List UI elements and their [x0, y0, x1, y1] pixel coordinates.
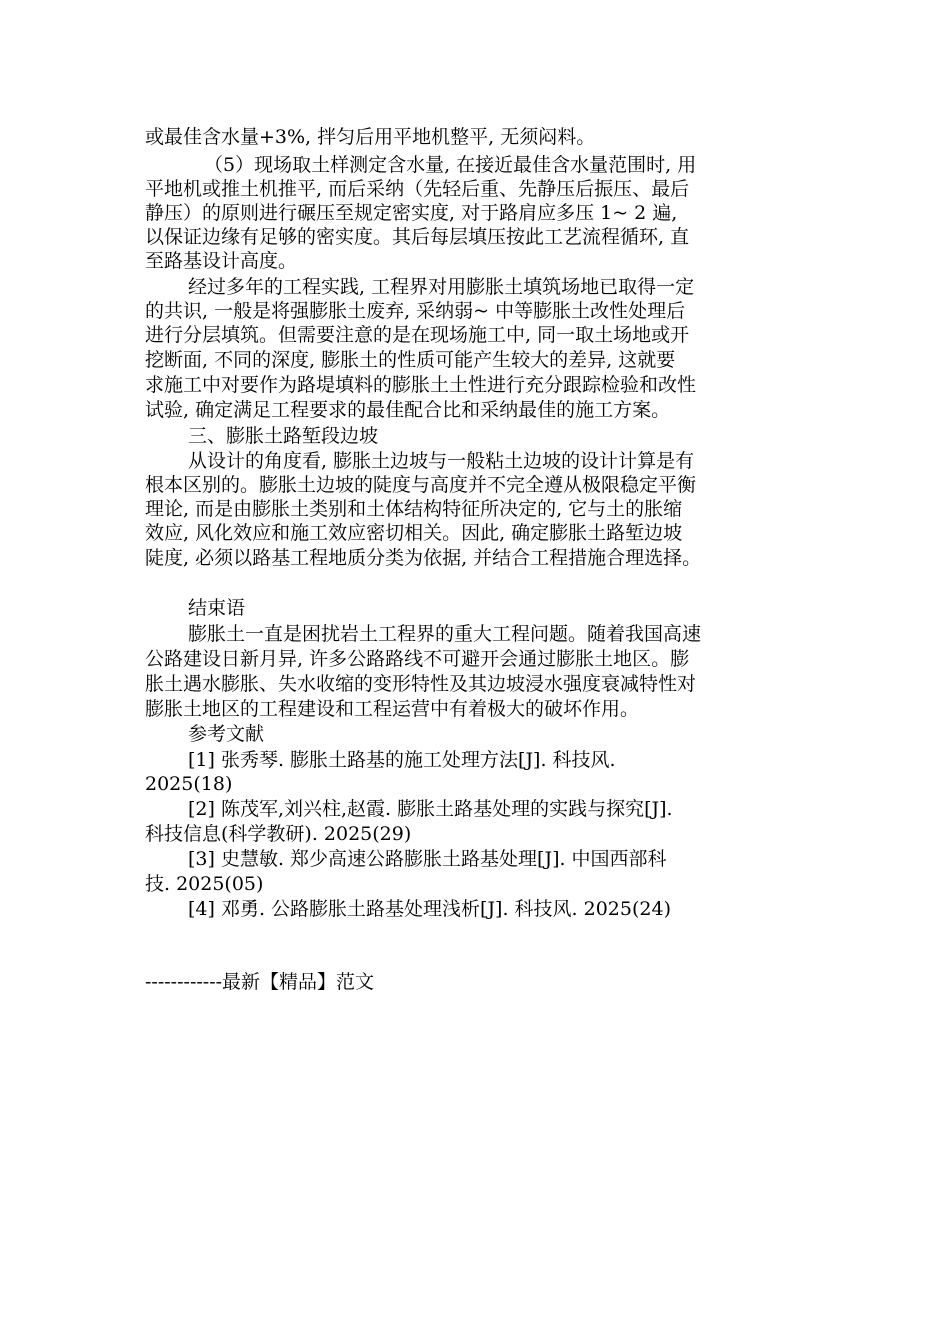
- paragraph-line: 或最佳含水量+3%, 拌匀后用平地机整平, 无须闷料。: [145, 126, 596, 148]
- paragraph-line: 根本区别的。膨胀土边坡的陡度与高度并不完全遵从极限稳定平衡: [145, 474, 697, 496]
- paragraph-line: （5）现场取土样测定含水量, 在接近最佳含水量范围时, 用: [204, 154, 697, 176]
- paragraph-line: 静压）的原则进行碾压至规定密实度, 对于路肩应多压 1~ 2 遍,: [145, 202, 678, 224]
- paragraph-line: 膨胀土一直是困扰岩土工程界的重大工程问题。随着我国高速: [188, 623, 702, 645]
- paragraph-line: 挖断面, 不同的深度, 膨胀土的性质可能产生较大的差异, 这就要: [145, 349, 676, 371]
- paragraph-line: 从设计的角度看, 膨胀土边坡与一般粘土边坡的设计计算是有: [188, 450, 695, 472]
- paragraph-line: 经过多年的工程实践, 工程界对用膨胀土填筑场地已取得一定: [188, 276, 695, 298]
- section-heading: 三、膨胀土路堑段边坡: [188, 425, 379, 447]
- section-heading: 参考文献: [188, 723, 265, 745]
- paragraph-line: 求施工中对要作为路堤填料的膨胀土土性进行充分跟踪检验和改性: [145, 374, 697, 396]
- paragraph-line: 至路基设计高度。: [145, 250, 298, 272]
- reference-line: [3] 史慧敏. 郑少高速公路膨胀土路基处理[J]. 中国西部科: [188, 848, 667, 870]
- reference-line: [1] 张秀琴. 膨胀土路基的施工处理方法[J]. 科技风.: [188, 749, 616, 771]
- reference-line: 2025(18): [145, 773, 233, 795]
- reference-line: 科技信息(科学教研). 2025(29): [145, 823, 412, 845]
- paragraph-line: 平地机或推土机推平, 而后采纳（先轻后重、先静压后振压、最后: [145, 178, 690, 200]
- reference-line: 技. 2025(05): [145, 873, 264, 895]
- paragraph-line: 理论, 而是由膨胀土类别和土体结构特征所决定的, 它与土的胀缩: [145, 498, 683, 520]
- reference-line: [4] 邓勇. 公路膨胀土路基处理浅析[J]. 科技风. 2025(24): [188, 898, 671, 920]
- paragraph-line: 膨胀土地区的工程建设和工程运营中有着极大的破坏作用。: [145, 698, 640, 720]
- paragraph-line: 陡度, 必须以路基工程地质分类为依据, 并结合工程措施合理选择。: [145, 547, 702, 569]
- paragraph-line: 效应, 风化效应和施工效应密切相关。因此, 确定膨胀土路堑边坡: [145, 522, 683, 544]
- paragraph-line: 的共识, 一般是将强膨胀土废弃, 采纳弱~ 中等膨胀土改性处理后: [145, 300, 686, 322]
- footer-text: ------------最新【精品】范文: [145, 971, 375, 993]
- section-heading: 结束语: [188, 597, 246, 619]
- paragraph-line: 试验, 确定满足工程要求的最佳配合比和采纳最佳的施工方案。: [145, 399, 671, 421]
- reference-line: [2] 陈茂军,刘兴柱,赵霞. 膨胀土路基处理的实践与探究[J].: [188, 798, 673, 820]
- paragraph-line: 以保证边缘有足够的密实度。其后每层填压按此工艺流程循环, 直: [145, 226, 690, 248]
- paragraph-line: 进行分层填筑。但需要注意的是在现场施工中, 同一取土场地或开: [145, 324, 690, 346]
- paragraph-line: 胀土遇水膨胀、失水收缩的变形特性及其边坡浸水强度衰减特性对: [145, 673, 697, 695]
- paragraph-line: 公路建设日新月异, 许多公路路线不可避开会通过膨胀土地区。膨: [145, 648, 690, 670]
